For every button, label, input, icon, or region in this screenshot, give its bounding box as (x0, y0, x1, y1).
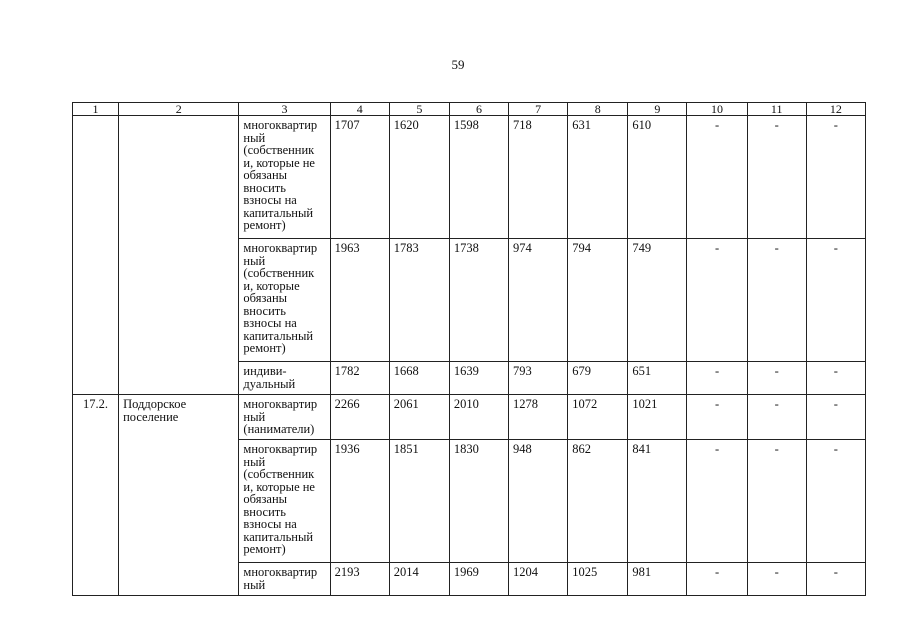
value-cell: 793 (509, 362, 568, 395)
value-cell: - (687, 563, 747, 596)
value-cell: 1782 (330, 362, 389, 395)
value-cell: 1278 (509, 395, 568, 440)
housing-type-cell: многоквартир ный (собственник и, которые обязаны вносить взносы на капитальный ремонт) (239, 239, 330, 362)
header-cell: 8 (568, 103, 628, 116)
value-cell: - (747, 239, 806, 362)
value-cell: 1783 (389, 239, 449, 362)
housing-type-cell: многоквартир ный (собственник и, которые не обязаны вносить взносы на капитальный ремонт) (239, 116, 330, 239)
value-cell: - (687, 362, 747, 395)
row-number-cell: 17.2. (73, 395, 119, 596)
value-cell: 1936 (330, 440, 389, 563)
settlement-cell (119, 116, 239, 395)
header-cell: 3 (239, 103, 330, 116)
value-cell: 1707 (330, 116, 389, 239)
value-cell: 1830 (449, 440, 508, 563)
value-cell: - (747, 563, 806, 596)
value-cell: - (687, 395, 747, 440)
tariff-table (72, 102, 866, 596)
value-cell: 1851 (389, 440, 449, 563)
header-cell: 4 (330, 103, 389, 116)
value-cell: 651 (628, 362, 687, 395)
value-cell: 1668 (389, 362, 449, 395)
value-cell: 1072 (568, 395, 628, 440)
table-row (73, 116, 866, 239)
value-cell: 749 (628, 239, 687, 362)
header-cell: 2 (119, 103, 239, 116)
page-number: 59 (451, 57, 465, 72)
settlement-cell: Поддорское поселение (119, 395, 239, 596)
value-cell: 718 (509, 116, 568, 239)
header-cell: 12 (806, 103, 865, 116)
value-cell: 2193 (330, 563, 389, 596)
value-cell: 2014 (389, 563, 449, 596)
header-row (73, 103, 866, 116)
value-cell: 981 (628, 563, 687, 596)
value-cell: 841 (628, 440, 687, 563)
housing-type-cell: многоквартир ный (собственник и, которые не обязаны вносить взносы на капитальный ремонт) (239, 440, 330, 563)
header-cell: 10 (687, 103, 747, 116)
value-cell: 679 (568, 362, 628, 395)
housing-type-cell: многоквартир ный (наниматели) (239, 395, 330, 440)
value-cell: 1021 (628, 395, 687, 440)
housing-type-cell: индиви- дуальный (239, 362, 330, 395)
value-cell: 974 (509, 239, 568, 362)
value-cell: - (806, 440, 865, 563)
value-cell: 610 (628, 116, 687, 239)
value-cell: 794 (568, 239, 628, 362)
header-cell: 7 (509, 103, 568, 116)
value-cell: - (747, 116, 806, 239)
value-cell: 1204 (509, 563, 568, 596)
value-cell: - (806, 116, 865, 239)
housing-type-cell: многоквартир ный (239, 563, 330, 596)
value-cell: 1598 (449, 116, 508, 239)
value-cell: 1738 (449, 239, 508, 362)
value-cell: - (687, 116, 747, 239)
value-cell: 2061 (389, 395, 449, 440)
value-cell: 1025 (568, 563, 628, 596)
header-cell: 5 (389, 103, 449, 116)
value-cell: 2266 (330, 395, 389, 440)
value-cell: - (806, 239, 865, 362)
value-cell: 1639 (449, 362, 508, 395)
value-cell: 862 (568, 440, 628, 563)
row-number-cell (73, 116, 119, 395)
value-cell: 631 (568, 116, 628, 239)
header-cell: 6 (449, 103, 508, 116)
table-row (73, 395, 866, 440)
value-cell: - (806, 362, 865, 395)
value-cell: - (747, 362, 806, 395)
value-cell: - (806, 395, 865, 440)
value-cell: 1963 (330, 239, 389, 362)
value-cell: - (747, 395, 806, 440)
value-cell: - (747, 440, 806, 563)
value-cell: 2010 (449, 395, 508, 440)
value-cell: - (687, 239, 747, 362)
value-cell: 1969 (449, 563, 508, 596)
header-cell: 1 (73, 103, 119, 116)
header-cell: 9 (628, 103, 687, 116)
value-cell: - (806, 563, 865, 596)
value-cell: 1620 (389, 116, 449, 239)
value-cell: 948 (509, 440, 568, 563)
header-cell: 11 (747, 103, 806, 116)
value-cell: - (687, 440, 747, 563)
